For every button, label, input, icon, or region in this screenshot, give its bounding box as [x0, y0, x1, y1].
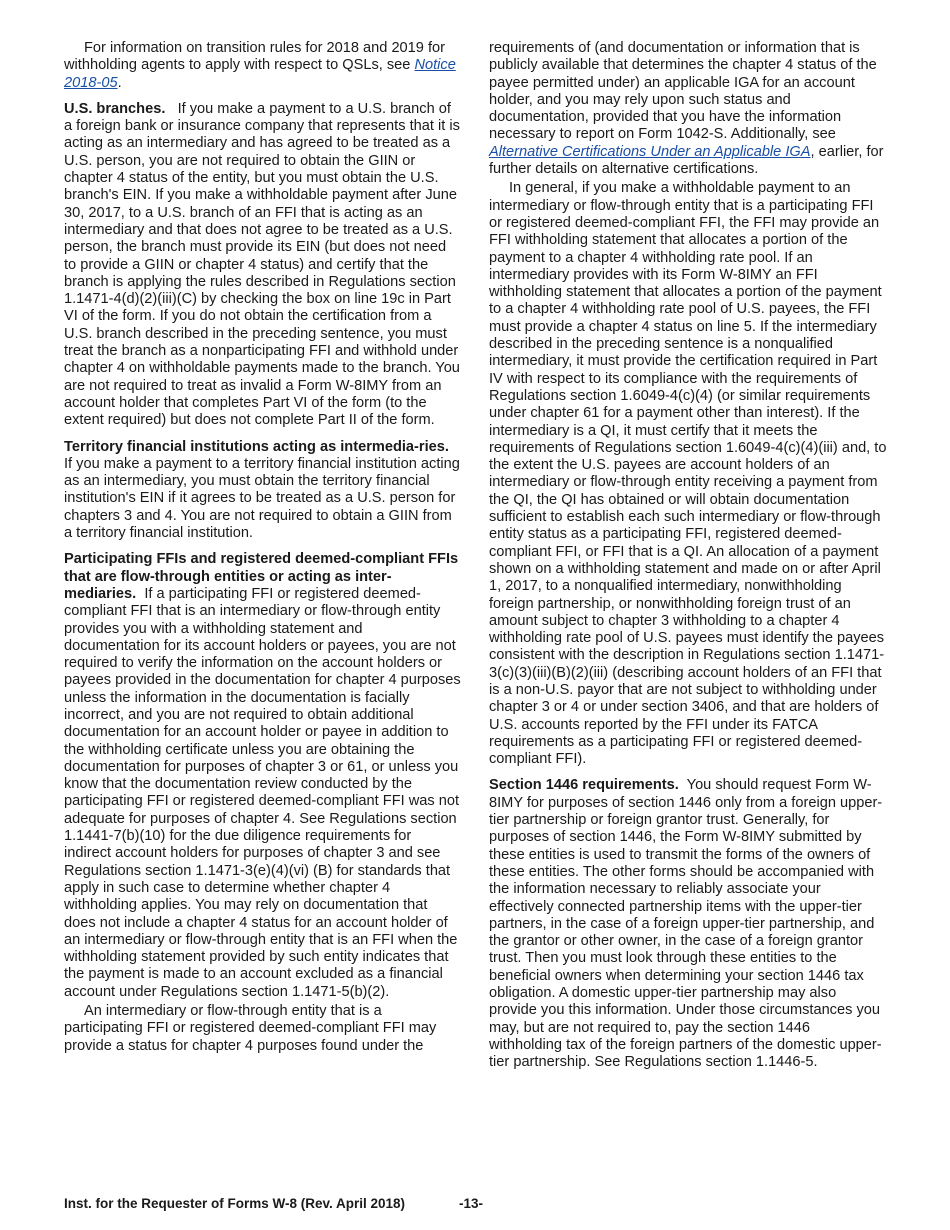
participating-ffis-body: If a participating FFI or registered deemed-compliant FFI that is an intermediary or flow-through entity provides you with a withholding statement and documentation for its account holders or payees, you are not required to verify the information on the account holders or payees provided in the documentation for chapter 4 purposes unless the information in the documentation is facially incorrect, and you are not required to obtain additional documentation for an account holder or payee in addition to the withholding certificate unless you are obtaining the documentation for purposes of chapter 3 or 61, or unless you know that the documentation review conducted by the participating FFI or registered deemed-compliant FFI was not adequate for purposes of chapter 4. See Regulations section 1.1441-7(b)(10) for the due diligence requirements for indirect account holders for purposes of chapter 3 and see Regulations section 1.1471-3(e)(4)(vi) (B) for standards that apply in such case to determine whether chapter 4 withholding applies. You may rely on documentation that does not include a chapter 4 status for an account holder of an intermediary or flow-through entity that is an FFI when the withholding statement provided by such entity indicates that the payment is made to an account excluded as a financial account under Regulations section 1.1471-5(b)(2).: [64, 585, 461, 1000]
page-footer: [64, 1196, 894, 1211]
section-1446-body: You should request Form W-8IMY for purposes of section 1446 only from a foreign upper-tier partnership or foreign grantor trust. Generally, for purposes of section 1446, the Form W-8IMY submitted by these entities is used to transmit the forms of the owners of these entities. The other forms should be accompanied with the information necessary to reliably associate your effectively connected partnership items with the upper-tier partners, in the case of a foreign upper-tier partnership, and the grantor or other owner, in the case of a foreign grantor trust. Then you must look through these entities to the beneficial owners when determining your section 1446 tax obligation. A domestic upper-tier partnership may also provide you this information. Under those circumstances you may, but are not required to, pay the section 1446 withholding tax of the foreign partners of the domestic upper-tier partnership. See Regulations section 1.1446-5.: [489, 777, 883, 1071]
notice-2018-05-link[interactable]: Notice 2018-05: [64, 57, 456, 91]
section-1446-paragraph: [489, 777, 887, 1071]
us-branches-paragraph: [64, 101, 462, 430]
us-branches-heading: U.S. branches.: [64, 100, 166, 117]
withholding-statement-paragraph: In general, if you make a withholdable payment to an intermediary or flow-through entity that is a participating FFI or registered deemed-compliant FFI, the FFI may provide an FFI withholding statement that allocates a portion of the payment to a chapter 4 withholding rate pool. If an intermediary provides with its Form W-8IMY an FFI withholding statement that allocates a portion of the payment to a chapter 4 withholding rate pool of U.S. payees, the FFI must provide a chapter 4 status on line 5. If the intermediary described in the preceding sentence is a nonqualified intermediary, it must provide the certification required in Part IV with respect to its compliance with the requirements of Regulations section 1.6049-4(c)(4) (or similar requirements under chapter 61 for a payment other than interest). If the intermediary is a QI, it must certify that it meets the requirements of Regulations section 1.6049-4(c)(4)(iii) and, to the extent the U.S. payees are account holders of an intermediary or flow-through entity receiving a payment from the QI, the QI has obtained or will obtain documentation sufficient to establish each such intermediary or flow-through entity status as a participating FFI, registered deemed-compliant FFI, or FFI that is a QI. An allocation of a payment shown on a withholding statement and made on or after April 1, 2017, to a nonqualified intermediary, nonwithholding foreign partnership, or nonwithholding foreign trust of an amount subject to chapter 3 withholding to a chapter 4 withholding rate pool of U.S. payees must identify the payees consistent with the description in Regulations section 1.1471-3(c)(3)(iii)(B)(2)(iii) (describing account holders of an FFI that is a non-U.S. payor that are not subject to withholding under chapter 3 or 4 or under section 3406, and that are holders of U.S. accounts reported by the FFI under its FATCA requirements as a participating FFI or registered deemed-compliant FFI).: [489, 180, 887, 768]
iga-requirements-end: , earlier, for further details on alternative certifications.: [489, 143, 884, 178]
alternative-certifications-link[interactable]: Alternative Certifications Under an Applicable IGA: [489, 143, 811, 160]
right-column: [489, 40, 887, 1081]
transition-rules-paragraph: [64, 40, 462, 92]
iga-requirements-text: requirements of (and documentation or information that is publicly available that determines the chapter 4 status of the payee permitted under) an applicable IGA for an account holder, and you may rely upon such status and documentation, provided that you have the information necessary to report on Form 1042-S. Additionally, see: [489, 40, 877, 143]
territory-heading: Territory financial institutions acting as intermedia-ries.: [64, 438, 449, 455]
section-1446-heading: Section 1446 requirements.: [489, 777, 679, 794]
participating-ffis-heading: Participating FFIs and registered deemed-compliant FFIs that are flow-through entities or acting as inter-mediaries.: [64, 551, 459, 602]
territory-paragraph: [64, 439, 462, 543]
left-column: [64, 40, 462, 1064]
iga-requirements-paragraph: [489, 40, 887, 178]
footer-title: Inst. for the Requester of Forms W-8 (Rev. April 2018): [64, 1196, 406, 1211]
page-number: -13-: [459, 1196, 484, 1211]
participating-ffis-paragraph: [64, 551, 462, 1001]
transition-rules-text: For information on transition rules for 2018 and 2019 for withholding agents to apply with respect to QSLs, see: [64, 40, 445, 74]
territory-body: If you make a payment to a territory financial institution acting as an intermediary, you must obtain the territory financial institution's EIN if it agrees to be treated as a U.S. person for chapters 3 and 4. You are not required to obtain a GIIN from a territory financial institution.: [64, 455, 460, 542]
transition-rules-end: .: [117, 74, 122, 91]
us-branches-body: If you make a payment to a U.S. branch of a foreign bank or insurance company that represents that it is acting as an intermediary and has agreed to be treated as a U.S. person, you are not required to obtain the GIIN or chapter 4 status of the entity, but you must obtain the U.S. branch's EIN. If you make a withholdable payment after June 30, 2017, to a U.S. branch of an FFI that is acting as an intermediary and that does not agree to be treated as a U.S. person, the branch must provide its EIN (but does not need to provide a GIIN or chapter 4 status) and certify that the branch is applying the rules described in Regulations section 1.1471-4(d)(2)(iii)(C) by checking the box on line 19c in Part VI of the form. If you do not obtain the certification from a U.S. branch described in the preceding sentence, you must treat the branch as a nonparticipating FFI and withhold under chapter 4 on withholdable payments made to the branch. You are not required to treat as invalid a Form W-8IMY from an account holder that completes Part VI of the form (to the extent required) but does not complete Part II of the form.: [64, 100, 460, 429]
intermediary-status-paragraph: An intermediary or flow-through entity that is a participating FFI or registered deemed-compliant FFI may provide a status for chapter 4 purposes found under the: [64, 1003, 437, 1054]
